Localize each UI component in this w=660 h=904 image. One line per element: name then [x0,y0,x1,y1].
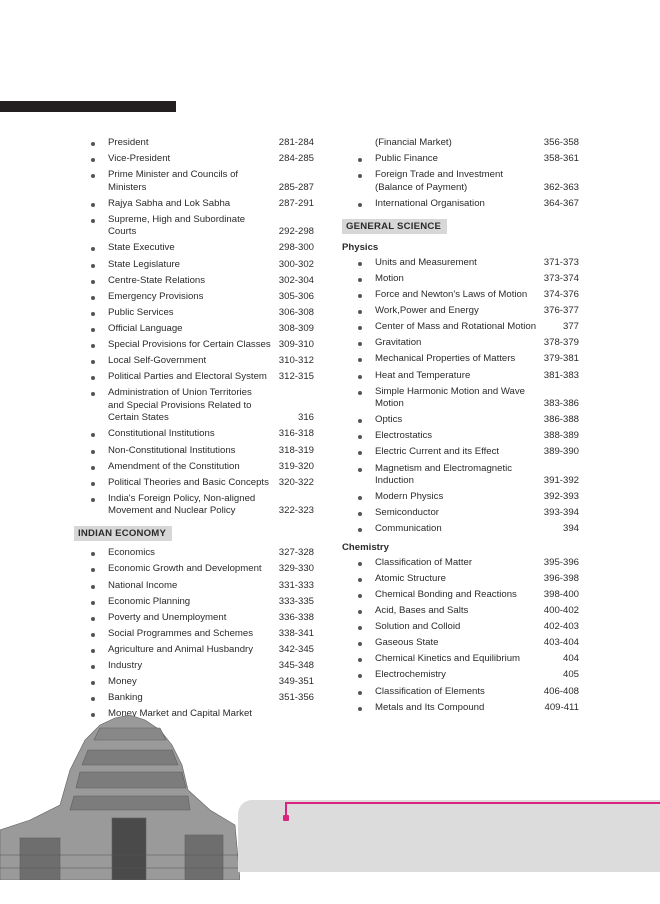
toc-entry-title: Constitutional Institutions [108,428,215,440]
bullet-icon [91,482,95,486]
toc-entry [359,273,579,286]
toc-entry [359,507,579,520]
toc-entry-title: Electric Current and its Effect [375,446,500,458]
toc-entry [359,557,579,570]
toc-entry-pages: 392-393 [543,491,579,503]
toc-entry [92,676,314,689]
toc-entry [92,259,314,272]
toc-entry [92,242,314,255]
toc-entry-title: Supreme, High and Subordinate Courts [108,213,246,238]
bullet-icon [358,391,362,395]
toc-entry-pages: 398-400 [543,588,579,600]
toc-entry-pages: 331-333 [278,579,314,591]
toc-entry-pages: 405 [562,669,579,681]
bullet-icon [91,312,95,316]
bullet-icon [91,328,95,332]
toc-entry-title: Public Services [108,306,174,318]
bullet-icon [358,594,362,598]
bullet-icon [91,617,95,621]
toc-entry-title: Work,Power and Energy [375,305,479,317]
toc-entry-pages: 391-392 [543,475,579,486]
bullet-icon [91,450,95,454]
toc-entry-title: Rajya Sabha and Lok Sabha [108,197,231,209]
toc-entry-pages: 281-284 [278,137,314,148]
toc-entry [359,386,579,411]
bullet-icon [91,466,95,470]
toc-entry-title: Gravitation [375,337,422,349]
toc-entry-pages: 284-285 [278,153,314,165]
toc-entry-title: Money Market and Capital Market [108,708,252,720]
toc-entry-pages: 373-374 [543,272,579,284]
toc-entry [92,547,314,560]
toc-entry-title: Official Language [108,322,183,334]
toc-entry-title: Acid, Bases and Salts [375,605,469,617]
toc-entry [92,461,314,474]
toc-entry [359,446,579,459]
bullet-icon [358,707,362,711]
toc-entry-title: Optics [375,414,403,426]
toc-entry-pages: 306-308 [278,306,314,318]
toc-entry-title: Classification of Elements [375,685,485,697]
toc-entry-title: Economic Growth and Development [108,563,262,575]
bullet-icon [91,264,95,268]
toc-entry-title: State Legislature [108,258,180,270]
bullet-icon [91,633,95,637]
toc-entry [92,612,314,625]
toc-entry [92,596,314,609]
toc-entry-pages: 309-310 [278,339,314,351]
toc-entry [359,463,579,488]
toc-entry-title: Political Theories and Basic Concepts [108,476,269,488]
bullet-icon [91,649,95,653]
toc-entry-pages: 381-383 [543,369,579,381]
toc-entry [92,445,314,458]
toc-entry [92,275,314,288]
header-bar [0,101,176,112]
toc-entry [92,137,314,150]
chemistry-list [359,557,579,714]
toc-entry-pages: 409-411 [544,701,579,713]
bullet-icon [91,280,95,284]
toc-entry [359,337,579,350]
bullet-icon [358,691,362,695]
toc-entry-pages: 374-376 [543,289,579,301]
toc-entry [359,137,579,150]
toc-entry-pages: 395-396 [543,556,579,568]
toc-entry-title: Local Self-Government [108,355,207,367]
toc-entry-pages: 316-318 [278,428,314,440]
section-heading-indian-economy: INDIAN ECONOMY [74,526,172,541]
bullet-icon [358,468,362,472]
toc-entry-title: Industry [108,660,143,672]
toc-entry [359,370,579,383]
toc-entry-pages: 319-320 [278,460,314,472]
bullet-icon [358,375,362,379]
toc-entry-pages: 327-328 [278,547,314,559]
toc-entry-pages: 333-335 [278,595,314,607]
toc-entry-title: Banking [108,692,143,704]
toc-entry-pages: 298-300 [278,242,314,254]
toc-entry [359,605,579,618]
toc-entry-pages: 342-345 [278,643,314,655]
toc-entry-title: Gaseous State [375,637,439,649]
toc-entry [359,589,579,602]
toc-entry [92,580,314,593]
toc-entry-title: Amendment of the Constitution [108,460,240,472]
toc-entry [359,257,579,270]
toc-entry [359,153,579,166]
toc-entry-title: (Financial Market) [375,137,452,148]
toc-entry-title: Centre-State Relations [108,274,206,286]
toc-entry-pages: 356-358 [543,137,579,148]
toc-entry-pages: 364-367 [543,197,579,209]
toc-entry-pages: 378-379 [543,337,579,349]
bullet-icon [91,585,95,589]
bullet-icon [358,278,362,282]
toc-entry-pages: 386-388 [543,414,579,426]
toc-entry-title: Simple Harmonic Motion and Wave Motion [375,385,526,410]
right-column [342,137,579,718]
toc-entry-title: Solution and Colloid [375,621,461,633]
toc-entry-pages: 376-377 [543,305,579,317]
accent-line-horizontal [285,802,660,804]
subheading-physics: Physics [342,241,379,253]
toc-entry [359,321,579,334]
toc-entry-title: India's Foreign Policy, Non-aligned Movement and Nuclear Policy [108,492,256,517]
toc-entry-title: Mechanical Properties of Matters [375,353,516,365]
bullet-icon [358,262,362,266]
bullet-icon [91,219,95,223]
subheading-chemistry: Chemistry [342,541,389,553]
economy-continued-list [359,137,579,210]
toc-entry-title: Motion [375,272,404,284]
toc-entry-pages: 358-361 [543,153,579,165]
toc-entry-title: National Income [108,579,178,591]
toc-entry-title: Magnetism and Electromagnetic Induction [375,462,513,486]
bullet-icon [91,142,95,146]
toc-entry-pages: 345-348 [278,660,314,672]
toc-entry-title: State Executive [108,242,175,254]
toc-entry [359,702,579,715]
toc-entry-title: Electrochemistry [375,669,446,681]
toc-entry-title: Classification of Matter [375,556,473,568]
toc-entry [92,371,314,384]
toc-entry-title: Administration of Union Territories and Special Provisions Related to Certain States [108,387,252,424]
toc-entry [359,686,579,699]
bullet-icon [91,498,95,502]
toc-entry-pages: 316 [297,412,314,424]
toc-entry-title: Units and Measurement [375,256,477,268]
toc-entry-pages: 312-315 [278,371,314,383]
section-heading-general-science: GENERAL SCIENCE [342,219,447,234]
toc-entry-pages: 318-319 [278,444,314,456]
toc-entry-title: Poverty and Unemployment [108,611,227,623]
toc-entry-pages: 336-338 [278,611,314,623]
toc-entry-title: Special Provisions for Certain Classes [108,339,271,351]
toc-entry [359,669,579,682]
toc-entry [92,692,314,705]
toc-entry-title: Chemical Kinetics and Equilibrium [375,653,521,665]
toc-entry-pages: 292-298 [278,226,314,238]
toc-entry-pages: 329-330 [278,563,314,575]
toc-entry [359,414,579,427]
bullet-icon [91,601,95,605]
toc-entry [92,169,314,194]
toc-entry-pages: 388-389 [543,430,579,442]
toc-entry-title: Agriculture and Animal Husbandry [108,643,254,655]
toc-entry-pages: 310-312 [278,355,314,367]
toc-entry-pages: 351-356 [278,692,314,704]
toc-entry-title: Force and Newton's Laws of Motion [375,289,528,301]
toc-entry [92,214,314,239]
toc-entry [92,477,314,490]
toc-entry-title: Semiconductor [375,507,439,519]
bullet-icon [91,203,95,207]
toc-entry-pages: 402-403 [543,621,579,633]
toc-entry-title: Electrostatics [375,430,433,442]
bullet-icon [358,562,362,566]
toc-entry-pages: 338-341 [278,627,314,639]
accent-dot [283,815,289,821]
toc-entry-title: Emergency Provisions [108,290,204,302]
toc-entry-pages: 349-351 [278,676,314,688]
toc-entry-title: International Organisation [375,197,485,209]
toc-entry-pages: 393-394 [543,507,579,519]
toc-entry [92,323,314,336]
toc-entry-title: Money [108,676,137,688]
economy-list [92,547,314,720]
toc-entry-title: Heat and Temperature [375,369,471,381]
toc-entry [92,339,314,352]
toc-entry [359,289,579,302]
toc-entry-title: Prime Minister and Councils of Ministers [108,169,239,193]
toc-entry-pages: 320-322 [278,476,314,488]
toc-entry [359,169,579,194]
toc-entry-pages: 394 [562,523,579,535]
toc-entry-pages: 404 [562,653,579,665]
toc-entry [92,628,314,641]
toc-entry-pages: 400-402 [543,605,579,617]
toc-entry [92,387,314,425]
temple-illustration [0,710,240,880]
left-column [78,137,314,724]
toc-entry-title: Metals and Its Compound [375,701,485,713]
toc-entry [92,493,314,518]
toc-entry-title: Modern Physics [375,491,444,503]
toc-entry-title: Social Programmes and Schemes [108,627,254,639]
toc-entry-pages: 302-304 [278,274,314,286]
toc-entry-pages: 379-381 [543,353,579,365]
toc-entry-title: Center of Mass and Rotational Motion [375,321,537,333]
bullet-icon [91,296,95,300]
toc-entry [359,573,579,586]
toc-entry-pages: 396-398 [543,572,579,584]
toc-entry-pages: 371-373 [543,256,579,268]
toc-entry [92,563,314,576]
toc-entry [92,307,314,320]
toc-entry-pages: 403-404 [543,637,579,649]
toc-entry-title: Economics [108,547,155,559]
toc-entry-pages: 322-323 [278,505,314,517]
toc-entry [92,291,314,304]
toc-entry-pages: 383-386 [543,398,579,410]
toc-entry [359,430,579,443]
toc-entry-pages: 285-287 [278,181,314,193]
toc-entry [92,428,314,441]
toc-entry-title: Foreign Trade and Investment (Balance of Payment) [375,169,503,193]
toc-entry [92,198,314,211]
bullet-icon [358,203,362,207]
toc-entry-pages: 377 [562,321,579,333]
toc-entry-title: Chemical Bonding and Reactions [375,588,517,600]
bullet-icon [91,344,95,348]
footer-panel [238,800,660,872]
toc-entry [359,637,579,650]
polity-list [92,137,314,518]
toc-entry [359,305,579,318]
toc-entry-title: Communication [375,523,442,535]
toc-entry-pages: 305-306 [278,290,314,302]
toc-entry [92,660,314,673]
toc-entry-pages: 287-291 [278,197,314,209]
toc-entry [92,644,314,657]
toc-entry-title: Vice-President [108,153,171,165]
toc-entry [359,198,579,211]
toc-entry-pages: 362-363 [543,181,579,193]
bullet-icon [358,578,362,582]
toc-entry-title: Public Finance [375,153,438,165]
toc-entry [359,523,579,536]
physics-list [359,257,579,536]
toc-entry [92,153,314,166]
toc-entry-pages: 406-408 [543,685,579,697]
toc-entry-title: Non-Constitutional Institutions [108,444,236,456]
bullet-icon [91,665,95,669]
toc-entry [359,353,579,366]
toc-entry-title: Atomic Structure [375,572,446,584]
toc-entry [359,491,579,504]
toc-entry-title: President [108,137,149,148]
toc-entry [359,621,579,634]
toc-entry-title: Political Parties and Electoral System [108,371,267,383]
toc-entry-pages: 308-309 [278,322,314,334]
toc-entry [92,355,314,368]
toc-entry-pages: 389-390 [543,446,579,458]
toc-entry-title: Economic Planning [108,595,191,607]
toc-entry [359,653,579,666]
toc-entry-pages: 300-302 [278,258,314,270]
